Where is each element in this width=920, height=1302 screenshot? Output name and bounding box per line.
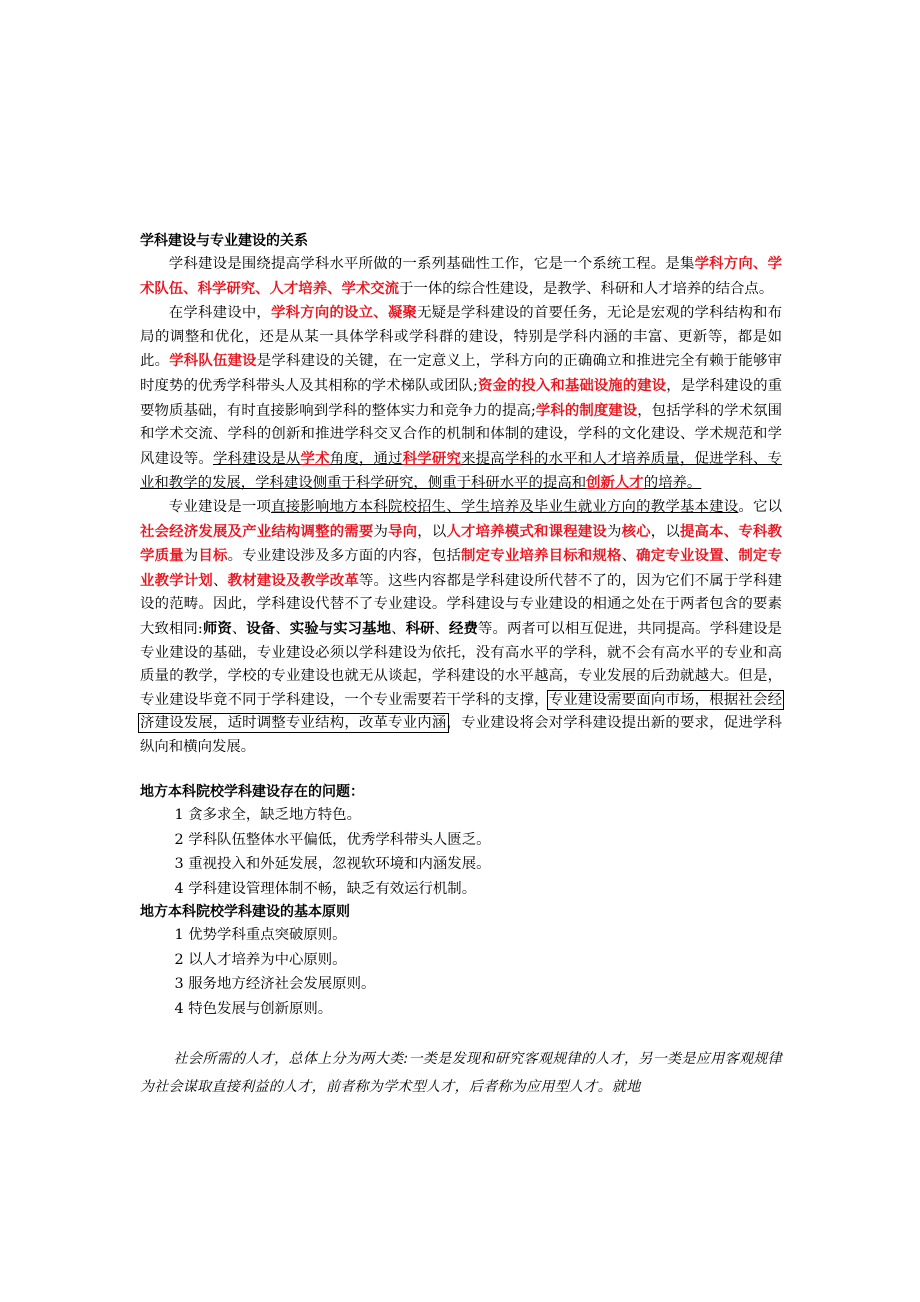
text-run: 学科建设是围绕提高学科水平所做的一系列基础性工作，它是一个系统工程。是集 <box>168 256 695 272</box>
text-run: 确定专业设置 <box>636 547 724 565</box>
text-run: 提高本、专科教学质量 <box>140 522 782 565</box>
text-run: 角度，通过 <box>329 450 403 467</box>
text-run: 制定专业教学计划 <box>140 547 782 589</box>
text-run: ，包括学科的学术氛围和学术交流、学科的创新和推进学科交叉合作的机制和体制的建设，学科的文化建设、学术规范和学风建设等。 <box>140 402 782 467</box>
text-run: 于一体的综合性建设，是教学、科研和人才培养的结合点。 <box>399 280 774 297</box>
paragraph-major-construction <box>140 496 782 760</box>
text-run: ，专业建设将会对学科建设提出新的要求，促进学科纵向和横向发展。 <box>140 715 782 755</box>
text-run: 、 <box>434 620 450 637</box>
text-run: 教材建设及教学改革 <box>227 571 359 589</box>
text-run: 为 <box>183 548 199 565</box>
list-item: 4 特色发展与创新原则。 <box>174 1000 333 1017</box>
paragraph-discipline-construction <box>140 301 782 496</box>
text-run: 目标 <box>198 547 228 565</box>
text-run: 的培养。 <box>643 475 702 492</box>
text-run: 直接影响地方本科院校招生、学生培养及毕业生就业方向的教学基本建设 <box>271 498 739 515</box>
text-run: 核心 <box>621 522 651 540</box>
text-run: 人才培养模式和课程建设 <box>446 522 607 540</box>
text-run: 等。这些内容都是学科建设所代替不了的，因为它们不属于学科建设的范畴。因此，学科建设代替不了专业建设。学科建设与专业建设的相通之处在于两者包含的要素大致相同: <box>140 572 782 637</box>
text-run: 学科队伍建设 <box>169 352 257 370</box>
text-run: 学科方向的设立、凝聚 <box>271 304 418 322</box>
text-run: 等。两者可以相互促进，共同提高。学科建设是专业建设的基础，专业建设必须以学科建设为依托，没有高水平的学科，就不会有高水平的专业和高质量的教学，学校的专业建设也就无从谈起，学科建设的水平越高，专业发展的后劲就越大。但是，专业建设毕竟不同于学科建设，一个专业需要若干学科的支撑， <box>140 620 782 708</box>
list-item: 3 重视投入和外延发展，忽视软环境和内涵发展。 <box>174 856 491 873</box>
text-run: 是学科建设的关键，在一定意义上，学科方向的正确确立和推进完全有赖于能够审时度势的优秀学科带头人及其相称的学术梯队或团队; <box>140 353 782 394</box>
problems-list <box>140 803 782 901</box>
text-run: 、 <box>391 620 406 637</box>
text-run: 、 <box>275 620 290 637</box>
paragraph-discipline-definition <box>140 252 782 301</box>
list-item: 2 学科队伍整体水平偏低，优秀学科带头人匮乏。 <box>174 831 491 848</box>
list-item: 4 学科建设管理体制不畅，缺乏有效运行机制。 <box>174 880 477 897</box>
text-run: ，是学科建设的重要物质基础，有时直接影响到学科的整体实力和竞争力的提高; <box>140 377 782 419</box>
section-heading-problems: 地方本科院校学科建设存在的问题： <box>140 784 364 801</box>
text-run: 专业建设是一项 <box>168 498 272 515</box>
text-run: 。它以 <box>738 498 782 515</box>
text-run: 社会经济发展及产业结构调整的需要 <box>140 522 374 540</box>
text-run: 为 <box>606 523 622 540</box>
text-run: 师资 <box>202 619 232 637</box>
text-run: 导向 <box>388 522 418 540</box>
text-run: ，以 <box>417 523 447 540</box>
text-run: 学科的制度建设 <box>535 401 638 419</box>
text-run: 。专业建设涉及多方面的内容，包括 <box>227 548 462 565</box>
text-run: 无疑是学科建设的首要任务，无论是宏观的学科结构和布局的调整和优化，还是从某一具体学科或学科群的建设，特别是学科内涵的丰富、更新等，都是如此。 <box>140 305 782 370</box>
text-run: 科研 <box>405 619 435 637</box>
principles-list <box>140 923 782 1021</box>
text-run: 来提高学科的水平和人才培养质量，促进学科、专业和教学的发展，学科建设侧重于科学研究，侧重于科研水平的提高和 <box>140 450 782 492</box>
text-run: 学术 <box>300 449 330 467</box>
text-run: 、 <box>723 548 739 565</box>
list-item: 1 贪多求全，缺乏地方特色。 <box>174 807 361 824</box>
text-run: ，以 <box>650 523 680 540</box>
section-heading-relation: 学科建设与专业建设的关系 <box>140 233 308 249</box>
text-run: 、 <box>231 620 247 637</box>
list-item: 2 以人才培养为中心原则。 <box>174 951 347 968</box>
text-run: 创新人才 <box>586 474 644 492</box>
text-run: 在学科建设中， <box>168 305 272 322</box>
text-run: 经费 <box>449 619 478 637</box>
spacer <box>140 1021 782 1045</box>
text-run: 设备 <box>246 619 276 637</box>
paragraph-talent-types: 社会所需的人才，总体上分为两大类:一类是发现和研究客观规律的人才，另一类是应用客观规律为社会谋取直接利益的人才，前者称为学术型人才，后者称为应用型人才。就地 <box>140 1051 782 1096</box>
document-page <box>140 230 782 1101</box>
text-run: 科学研究 <box>402 449 462 467</box>
text-run: 制定专业培养目标和规格 <box>461 547 622 565</box>
text-run: 、 <box>212 572 228 589</box>
section-heading-principles: 地方本科院校学科建设的基本原则 <box>140 904 350 921</box>
text-run: 学科建设是从 <box>212 450 301 467</box>
spacer <box>140 759 782 781</box>
text-run: 、 <box>621 548 637 565</box>
text-run: 为 <box>373 523 389 540</box>
list-item: 3 服务地方经济社会发展原则。 <box>174 976 376 993</box>
text-run: 实验与实习基地 <box>289 619 392 637</box>
text-run: 资金的投入和基础设施的建设 <box>477 376 667 394</box>
text-run: 学科方向、学术队伍、科学研究、人才培养、学术交流 <box>140 255 782 297</box>
text-run: 专业建设需要面向市场，根据社会经济建设发展，适时调整专业结构，改革专业内涵 <box>140 691 782 732</box>
list-item: 1 优势学科重点突破原则。 <box>174 927 347 944</box>
